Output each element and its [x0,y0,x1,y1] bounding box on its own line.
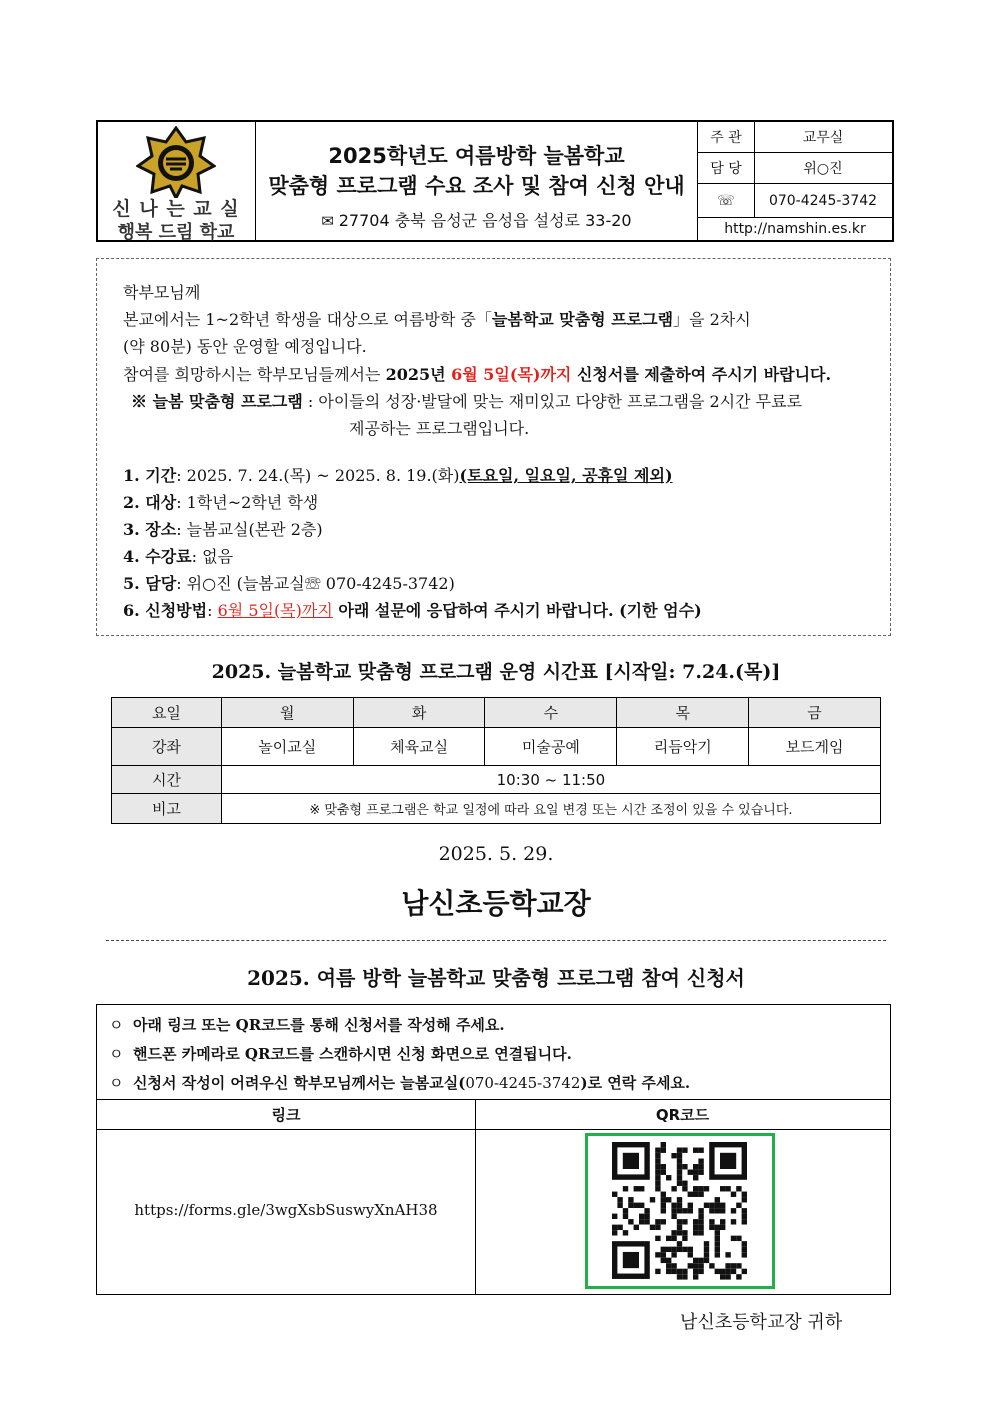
mail-icon: ✉ [321,212,339,230]
row-label: 요일 [112,698,222,728]
qr-code[interactable] [585,1133,775,1289]
school-emblem-icon [136,126,216,198]
remark-cell: ※ 맞춤형 프로그램은 학교 일정에 따라 요일 변경 또는 시간 조정이 있을 수 있습니다. [221,794,880,824]
item-label: 2. 대상 [123,493,177,512]
address-line [256,208,697,231]
text-span: 」을 2차시 [673,310,751,329]
item-text: : 1학년~2학년 학생 [176,493,319,512]
item-label: 3. 장소 [123,520,177,539]
text-span: 신청서를 제출하여 주시기 바랍니다. [571,365,832,384]
notice-paragraph-1 [123,307,751,330]
deadline-year: 2025년 [385,365,452,384]
title-cell [256,122,698,240]
logo-slogan-2: 행복 드림 학교 [117,222,235,243]
info-key: 주 관 [698,122,755,152]
divider [97,1129,890,1130]
divider [97,1099,890,1100]
remark-row [112,794,881,824]
qr-header: QR코드 [655,1106,710,1124]
day-cell: 수 [485,698,617,728]
item-label: 4. 수강료 [123,547,192,566]
course-cell: 미술공예 [485,728,617,766]
item-label: 5. 담당 [123,574,177,593]
bullet-icon: ㅇ [109,1045,134,1063]
item-period [123,463,673,486]
info-key: 담 당 [698,153,755,183]
course-cell: 놀이교실 [221,728,353,766]
phone-icon: ☏ [698,184,755,217]
text-span: : [207,601,218,620]
application-box [96,1004,891,1295]
item-text: : 없음 [191,547,234,566]
item-place [123,517,323,540]
item-target [123,490,318,513]
issue-date: 2025. 5. 29. [438,843,554,865]
schedule-title: 2025. 늘봄학교 맞춤형 프로그램 운영 시간표 [시작일: 7.24.(목)] [211,661,781,683]
qr-code-image [588,1136,772,1286]
note-label: ※ 늘봄 맞춤형 프로그램 [131,392,303,411]
greeting: 학부모님께 [123,283,201,302]
application-link[interactable]: https://forms.gle/3wgXsbSuswyXnAH38 [134,1201,438,1219]
notice-paragraph-2 [123,362,831,385]
item-label: 6. 신청방법 [123,601,208,620]
text-span: : 아이들의 성장·발달에 맞는 재미있고 다양한 프로그램을 2시간 무료로 [302,392,803,411]
item-text: 아래 설문에 응답하여 주시기 바랍니다. (기한 엄수) [332,601,702,620]
logo-slogan-1: 신 나 는 교 실 [112,198,240,220]
program-note-cont: 제공하는 프로그램입니다. [349,419,530,438]
cut-line [106,940,886,941]
doc-title-line1: 2025학년도 여름방학 늘봄학교 [328,144,625,168]
info-row-manager [698,153,892,184]
notice-box [96,258,891,636]
instruction-text: )로 연락 주세요. [580,1074,691,1092]
day-cell: 목 [617,698,749,728]
item-text: : 위○진 (늘봄교실☏ 070-4245-3742) [176,574,455,593]
link-header: 링크 [271,1106,301,1124]
course-cell: 리듬악기 [617,728,749,766]
item-contact [123,571,455,594]
time-row [112,766,881,794]
info-row-phone [698,184,892,218]
info-value: 교무실 [802,130,844,146]
website-link[interactable]: http://namshin.es.kr [724,221,866,237]
bullet-icon: ㅇ [109,1074,134,1092]
notice-paragraph-1-cont: (약 80분) 동안 운영할 예정입니다. [123,337,367,356]
doc-title-line2: 맞춤형 프로그램 수요 조사 및 참여 신청 안내 [268,174,685,198]
info-value: 위○진 [803,161,843,177]
text-span: 참여를 희망하시는 학부모님들께서는 [123,365,386,384]
day-cell: 화 [353,698,485,728]
item-method [123,598,702,621]
bullet-icon: ㅇ [109,1016,134,1034]
day-row [112,698,881,728]
instruction-1 [109,1014,505,1035]
schedule-table [111,697,881,824]
item-label: 1. 기간 [123,466,177,485]
day-cell: 월 [221,698,353,728]
row-label: 비고 [112,794,222,824]
principal-signature: 남신초등학교장 [401,887,591,920]
program-name: 늘봄학교 맞춤형 프로그램 [491,310,674,329]
instruction-2 [109,1043,572,1064]
instruction-text: 아래 링크 또는 QR코드를 통해 신청서를 작성해 주세요. [133,1016,505,1034]
item-exclusion: (토요일, 일요일, 공휴일 제외) [459,466,673,485]
divider [475,1099,476,1294]
instruction-text: 신청서 작성이 어려우신 학부모님께서는 늘봄교실( [133,1074,466,1092]
info-cell [698,122,892,240]
deadline-date: 6월 5일(목)까지 [217,601,333,620]
day-cell: 금 [749,698,881,728]
item-fee [123,544,233,567]
closing-addressee: 남신초등학교장 귀하 [680,1312,843,1333]
row-label: 강좌 [112,728,222,766]
item-text: : 2025. 7. 24.(목) ~ 2025. 8. 19.(화) [176,466,460,485]
contact-phone: 070-4245-3742 [465,1074,581,1092]
header-box [96,120,894,242]
program-note [131,389,802,412]
school-logo-cell [98,122,256,243]
text-span: 본교에서는 1~2학년 학생을 대상으로 여름방학 중「 [123,310,492,329]
instruction-text: 핸드폰 카메라로 QR코드를 스캔하시면 신청 화면으로 연결됩니다. [133,1045,572,1063]
course-cell: 체육교실 [353,728,485,766]
course-cell: 보드게임 [749,728,881,766]
school-address: 27704 충북 음성군 음성읍 설성로 33-20 [338,211,632,230]
info-row-host [698,122,892,153]
row-label: 시간 [112,766,222,794]
course-row [112,728,881,766]
deadline-date: 6월 5일(목)까지 [451,365,572,384]
instruction-3 [109,1072,690,1093]
item-text: : 늘봄교실(본관 2층) [176,520,323,539]
info-value: 070-4245-3742 [768,192,878,209]
application-title: 2025. 여름 방학 늘봄학교 맞춤형 프로그램 참여 신청서 [247,966,745,990]
time-cell: 10:30 ~ 11:50 [221,766,880,794]
